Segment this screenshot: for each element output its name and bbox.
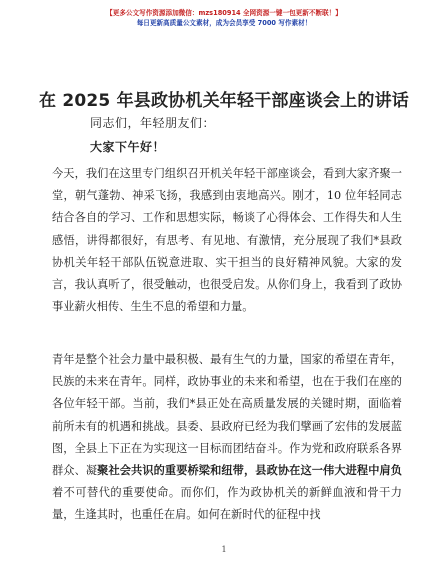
header-banner [0, 8, 448, 28]
opening-line: 大家下午好！ [90, 140, 166, 154]
paragraph-2 [52, 349, 402, 527]
header-promo-line-2: 每日更新高质量公文素材，成为会员享受 7000 写作素材！ [136, 19, 312, 27]
page-number: 1 [221, 545, 227, 554]
document-title: 在 2025 年县政协机关年轻干部座谈会上的讲话 [39, 91, 409, 111]
paragraph-2-text-start: 青年是整个社会力量中最积极、最有生气的力量，国家的希望在青年，民族的未来在青年。同样，政协事业的未来和希望，也在于我们在座的各位年轻干部。当前，我们*县正处在高质量发展的关键时期，面临着前所未有的机遇和挑战。县委、县政府已经为我们擘画了宏伟的发展蓝图，全县上下正在为实现这一目标而团结奋斗。作为党和政府联系各界群众、凝 [52, 353, 402, 478]
paragraph-2-text-end: 着不可替代的重要使命。而你们，作为政协机关的新鲜血液和骨干力量，生逢其时，也重任在肩。如何在新时代的征程中找 [52, 486, 402, 522]
paragraph-1-text: 今天，我们在这里专门组织召开机关年轻干部座谈会，看到大家齐聚一堂，朝气蓬勃、神采飞扬，我感到由衷地高兴。刚才，10 位年轻同志结合各自的学习、工作和思想实际，畅谈了心得体会、工作得失和人生感悟，讲得都很好，有思考、有见地、有激情，充分展现了我们*县政协机关年轻干部队伍锐意进取、实干担当的良好精神风貌。大家的发言，我认真听了，很受触动，也很受启发。从你们身上，我看到了政协事业薪火相传、生生不息的希望和力量。 [52, 167, 402, 314]
header-promo-line-1: 【更多公文写作资源添加微信：mzs180914 全网资源一键一包更新不断联！】 [106, 9, 342, 17]
greeting: 同志们，年轻朋友们： [90, 116, 216, 130]
paragraph-1 [52, 163, 402, 318]
paragraph-2-text-highlight: 聚社会共识的重要桥梁和纽带，县政协在这一伟大进程中肩负 [97, 464, 402, 478]
